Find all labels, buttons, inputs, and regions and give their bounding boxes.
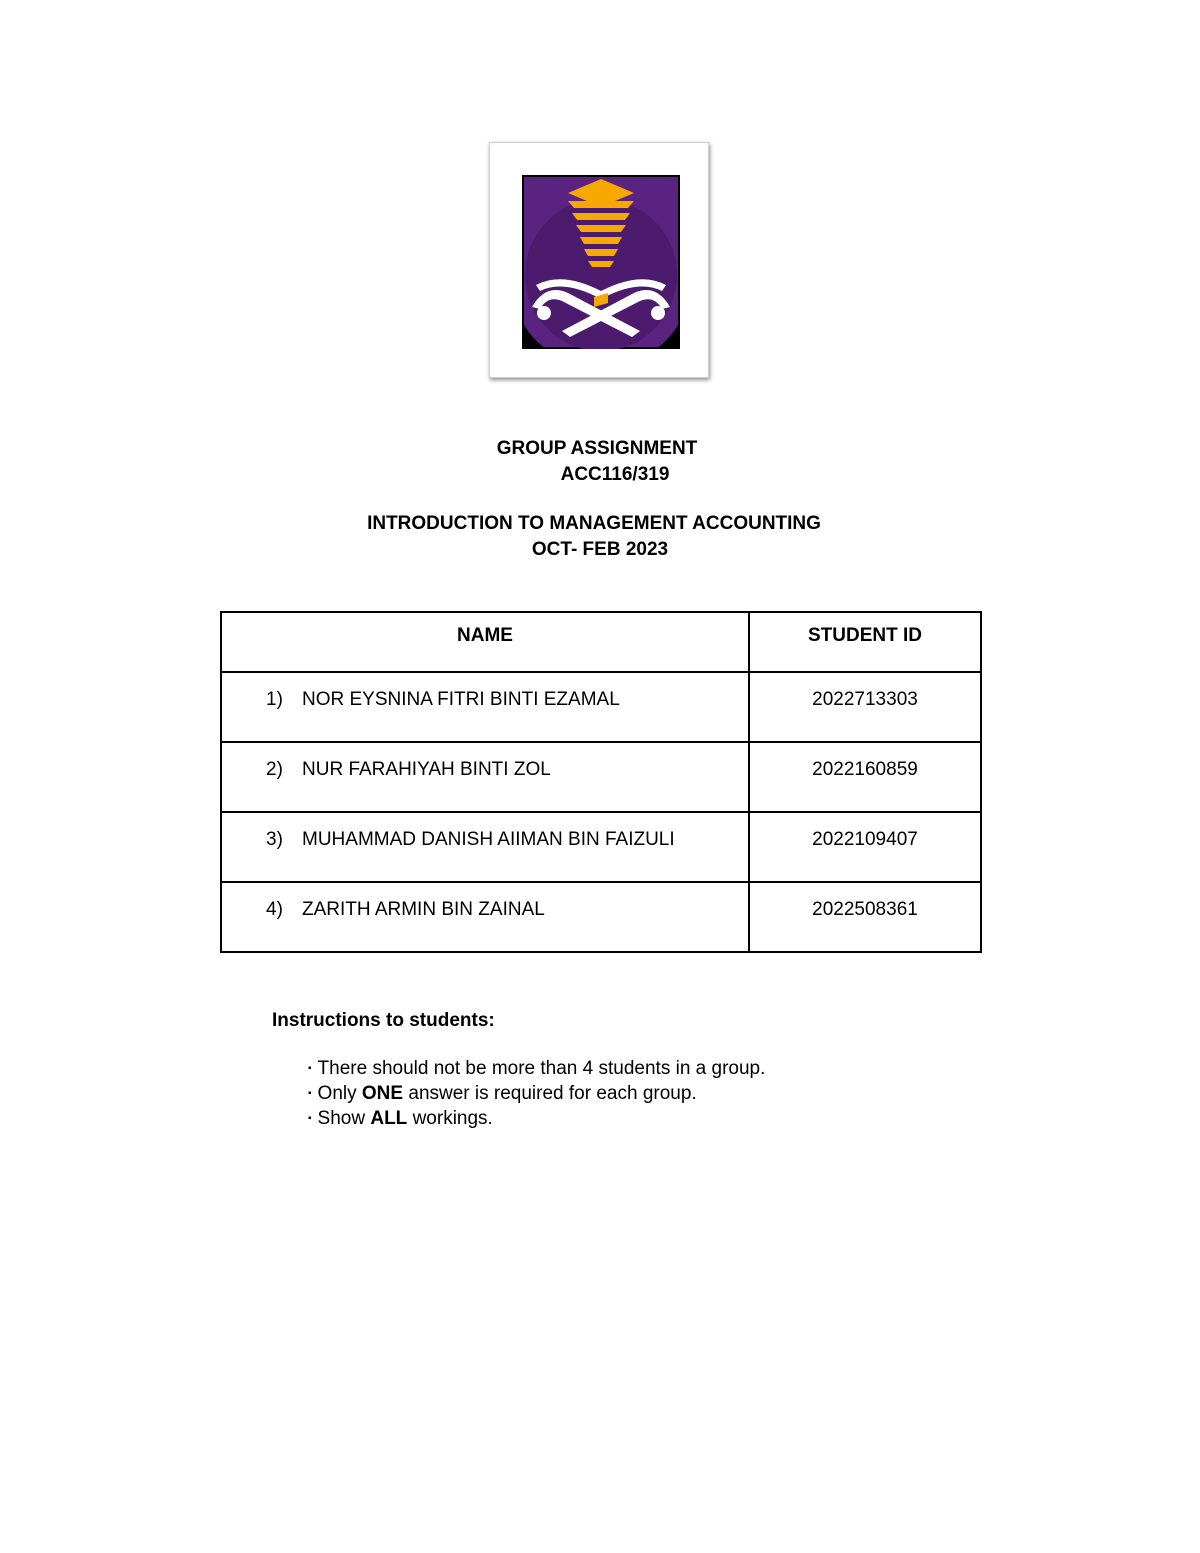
instruction-emphasis: ONE xyxy=(361,1083,404,1104)
member-name: ZARITH ARMIN BIN ZAINAL xyxy=(302,899,545,920)
member-name: MUHAMMAD DANISH AIIMAN BIN FAIZULI xyxy=(302,829,675,850)
bullet-icon: ▪ xyxy=(308,1088,312,1099)
member-name-cell xyxy=(221,742,749,812)
row-number: 1) xyxy=(266,689,283,710)
semester: OCT- FEB 2023 xyxy=(531,539,669,560)
table-row xyxy=(221,812,981,882)
instructions-list xyxy=(308,1056,765,1131)
list-item xyxy=(308,1081,765,1106)
member-name: NUR FARAHIYAH BINTI ZOL xyxy=(302,759,551,780)
table-row xyxy=(221,882,981,952)
bullet-icon: ▪ xyxy=(308,1113,312,1124)
member-name: NOR EYSNINA FITRI BINTI EZAMAL xyxy=(302,689,620,710)
instruction-text: There should not be more than 4 students in a group. xyxy=(317,1058,766,1079)
table-row xyxy=(221,742,981,812)
row-number: 4) xyxy=(266,899,283,920)
instruction-text: workings. xyxy=(407,1108,493,1129)
row-number: 3) xyxy=(266,829,283,850)
student-id: 2022508361 xyxy=(749,882,981,952)
course-name: INTRODUCTION TO MANAGEMENT ACCOUNTING xyxy=(367,513,821,534)
instruction-text: Show xyxy=(317,1108,371,1129)
member-name-cell xyxy=(221,882,749,952)
logo-frame xyxy=(489,142,709,378)
instruction-emphasis: ALL xyxy=(370,1108,408,1129)
row-number: 2) xyxy=(266,759,283,780)
member-name-cell xyxy=(221,812,749,882)
list-item xyxy=(308,1056,765,1081)
instruction-text: answer is required for each group. xyxy=(403,1083,697,1104)
student-id: 2022160859 xyxy=(749,742,981,812)
list-item xyxy=(308,1106,765,1131)
instruction-text: Only xyxy=(317,1083,362,1104)
student-id: 2022713303 xyxy=(749,672,981,742)
column-header-name: NAME xyxy=(221,612,749,672)
column-header-student-id: STUDENT ID xyxy=(749,612,981,672)
assignment-title: GROUP ASSIGNMENT xyxy=(496,438,698,459)
table-header-row xyxy=(221,612,981,672)
university-crest-logo xyxy=(522,175,680,349)
instructions-title: Instructions to students: xyxy=(272,1010,495,1031)
student-id: 2022109407 xyxy=(749,812,981,882)
members-table xyxy=(220,611,982,953)
table-row xyxy=(221,672,981,742)
bullet-icon: ▪ xyxy=(308,1063,312,1074)
member-name-cell xyxy=(221,672,749,742)
course-code: ACC116/319 xyxy=(560,464,670,485)
